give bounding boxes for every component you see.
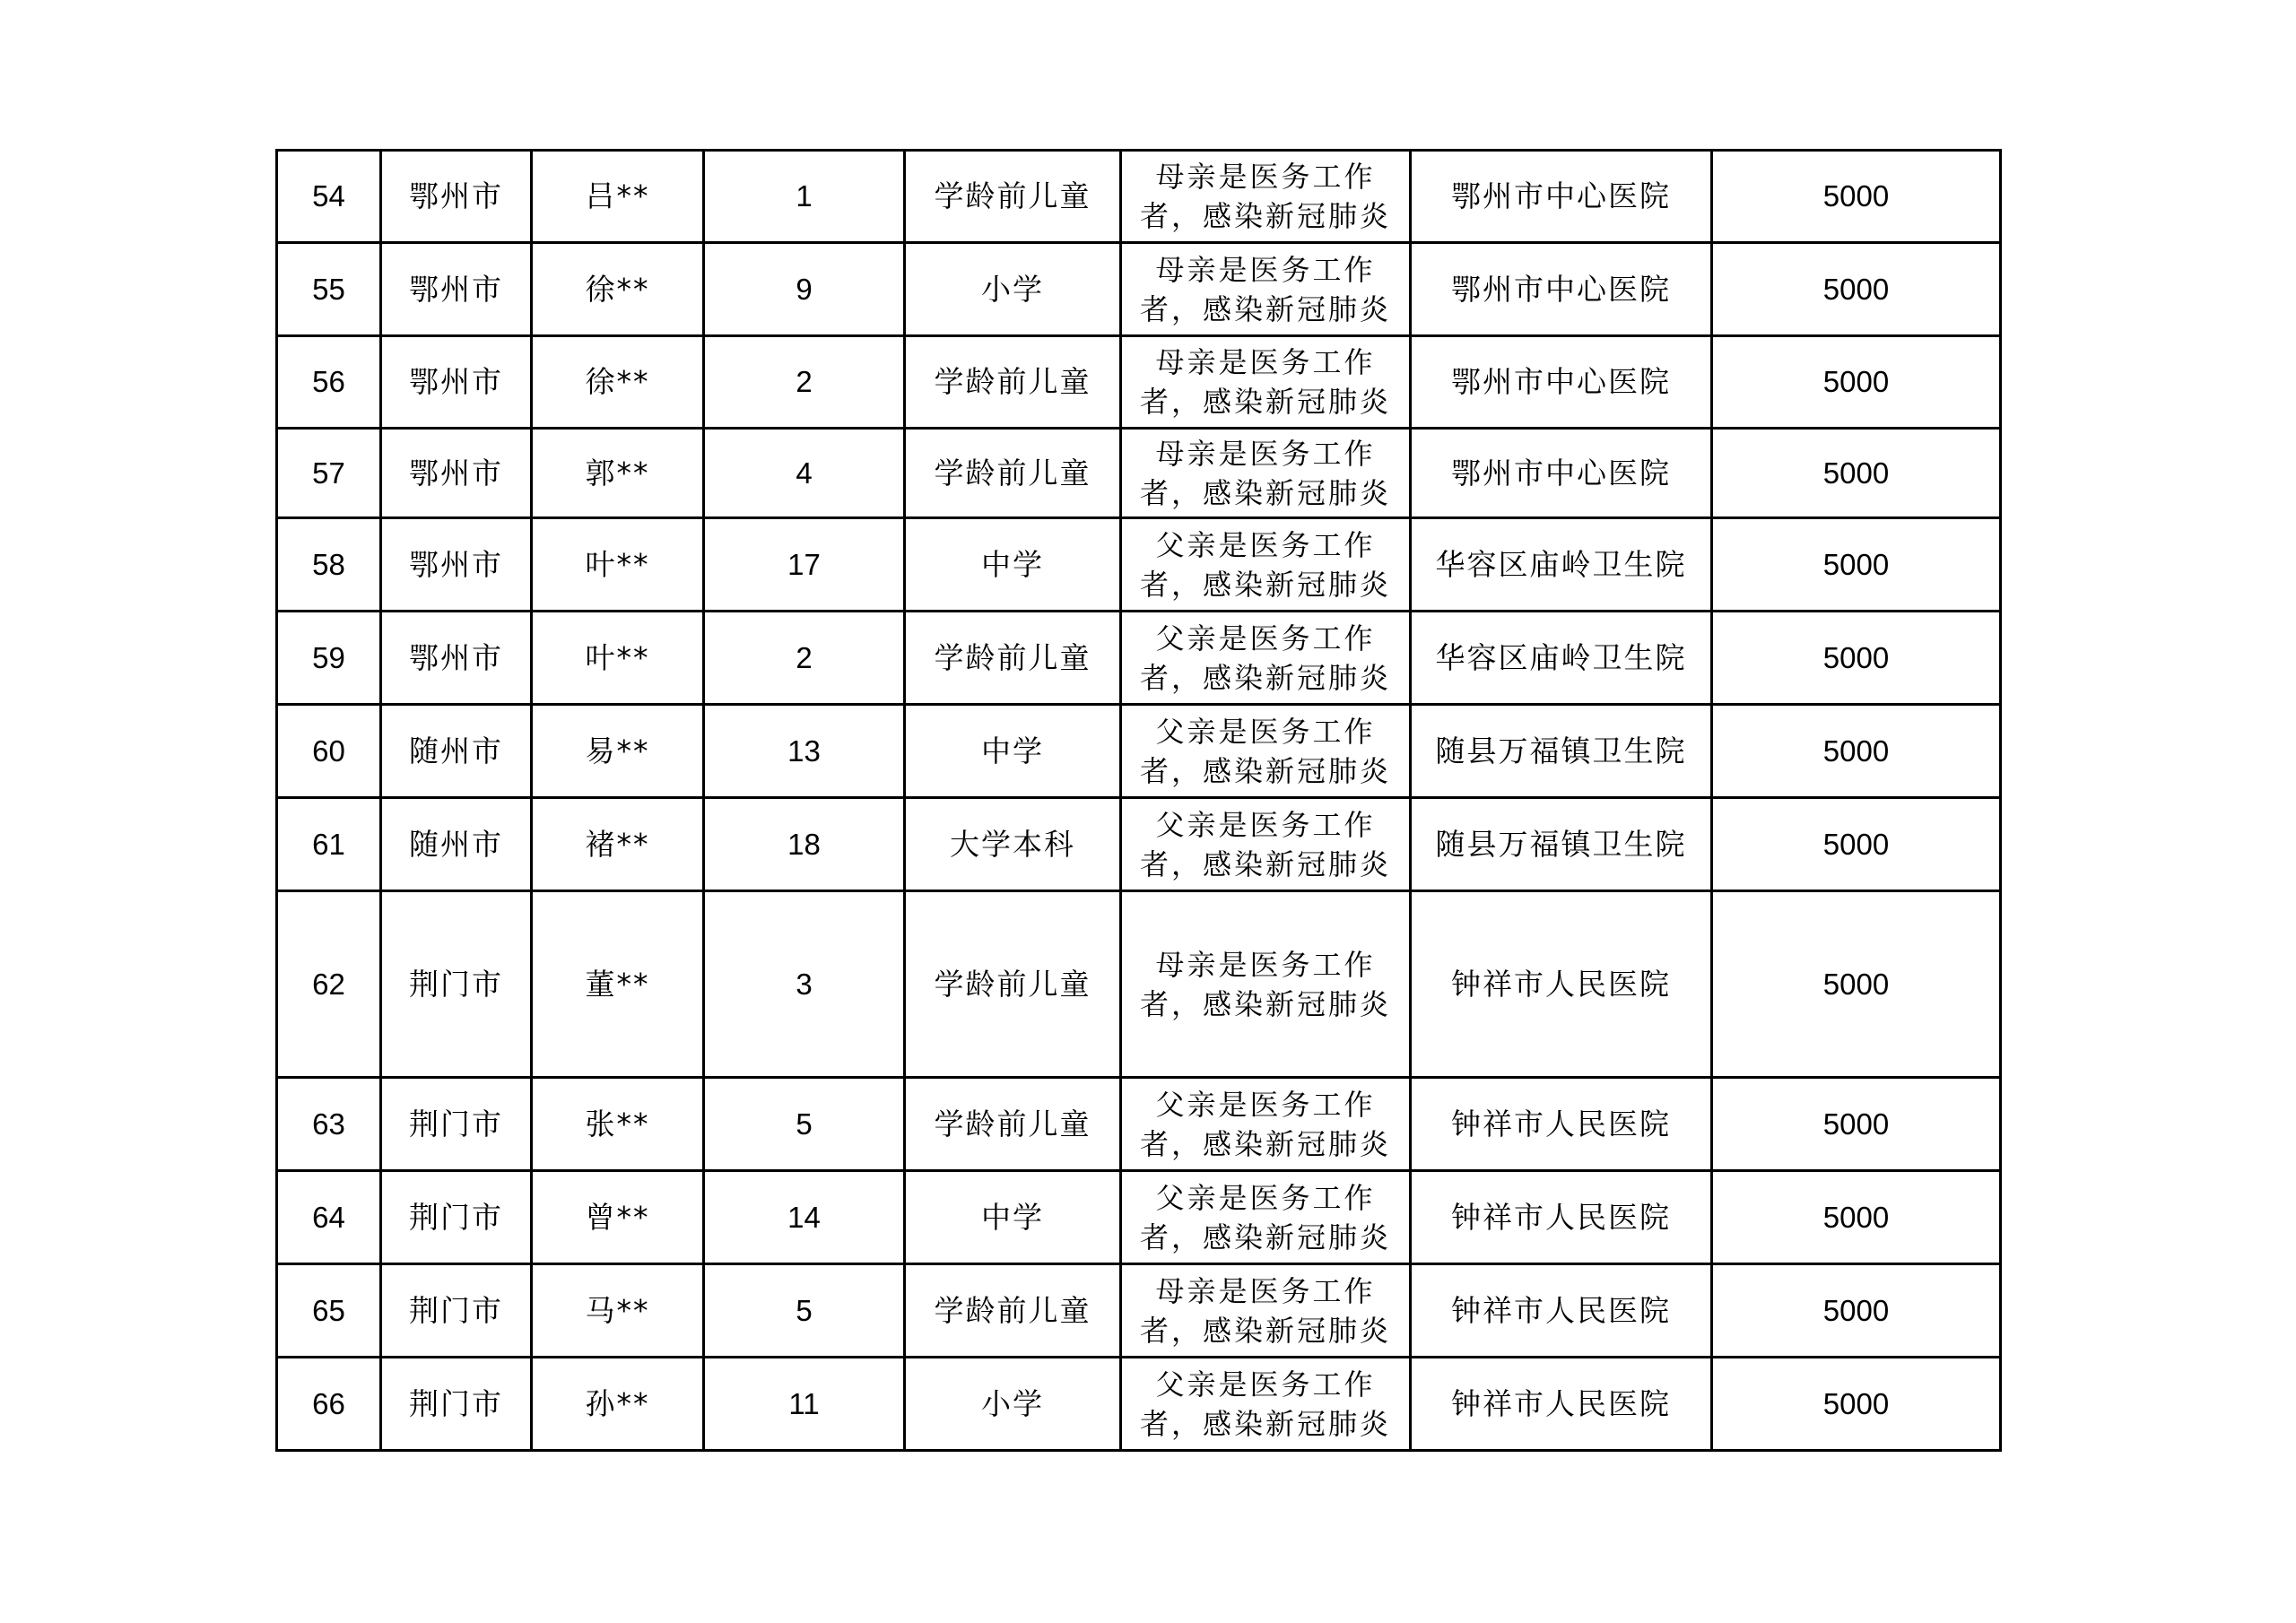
cell-reason <box>1121 243 1411 336</box>
cell-education: 学龄前儿童 <box>905 1264 1121 1358</box>
table-row <box>277 243 2001 336</box>
table-row <box>277 336 2001 429</box>
reason-line-1: 父亲是医务工作 <box>1155 1180 1376 1215</box>
cell-amount: 5000 <box>1712 1358 2001 1451</box>
cell-number: 66 <box>277 1358 381 1451</box>
cell-hospital: 钟祥市人民医院 <box>1411 1264 1712 1358</box>
cell-city: 鄂州市 <box>381 336 532 429</box>
cell-age: 2 <box>704 612 905 705</box>
cell-name: 徐** <box>532 243 704 336</box>
cell-hospital: 钟祥市人民医院 <box>1411 1078 1712 1171</box>
cell-reason <box>1121 1171 1411 1264</box>
cell-age: 13 <box>704 705 905 798</box>
cell-name: 徐** <box>532 336 704 429</box>
cell-hospital: 钟祥市人民医院 <box>1411 1358 1712 1451</box>
reason-line-1: 母亲是医务工作 <box>1155 436 1376 471</box>
cell-amount: 5000 <box>1712 612 2001 705</box>
cell-city: 鄂州市 <box>381 151 532 243</box>
cell-hospital: 鄂州市中心医院 <box>1411 429 1712 518</box>
cell-hospital: 鄂州市中心医院 <box>1411 336 1712 429</box>
cell-amount: 5000 <box>1712 705 2001 798</box>
cell-city: 鄂州市 <box>381 243 532 336</box>
reason-line-1: 父亲是医务工作 <box>1155 1087 1376 1122</box>
table-row <box>277 429 2001 518</box>
cell-education: 学龄前儿童 <box>905 429 1121 518</box>
cell-hospital: 钟祥市人民医院 <box>1411 1171 1712 1264</box>
cell-city: 荆门市 <box>381 1171 532 1264</box>
cell-amount: 5000 <box>1712 891 2001 1078</box>
cell-amount: 5000 <box>1712 336 2001 429</box>
cell-hospital: 随县万福镇卫生院 <box>1411 705 1712 798</box>
cell-education: 学龄前儿童 <box>905 336 1121 429</box>
cell-reason <box>1121 1264 1411 1358</box>
table-row <box>277 798 2001 891</box>
reason-line-2: 者，感染新冠肺炎 <box>1139 846 1391 881</box>
cell-name: 叶** <box>532 612 704 705</box>
cell-education: 中学 <box>905 705 1121 798</box>
reason-line-1: 父亲是医务工作 <box>1155 527 1376 562</box>
cell-age: 18 <box>704 798 905 891</box>
cell-name: 吕** <box>532 151 704 243</box>
cell-education: 大学本科 <box>905 798 1121 891</box>
reason-line-1: 父亲是医务工作 <box>1155 1367 1376 1402</box>
reason-line-1: 母亲是医务工作 <box>1155 345 1376 379</box>
cell-amount: 5000 <box>1712 1264 2001 1358</box>
table-row <box>277 1078 2001 1171</box>
cell-city: 鄂州市 <box>381 518 532 612</box>
reason-line-2: 者，感染新冠肺炎 <box>1139 753 1391 788</box>
reason-line-2: 者，感染新冠肺炎 <box>1139 291 1391 326</box>
table-row <box>277 1358 2001 1451</box>
cell-education: 中学 <box>905 518 1121 612</box>
cell-age: 5 <box>704 1078 905 1171</box>
cell-number: 55 <box>277 243 381 336</box>
cell-number: 54 <box>277 151 381 243</box>
cell-reason <box>1121 429 1411 518</box>
reason-line-1: 母亲是医务工作 <box>1155 1273 1376 1308</box>
cell-reason <box>1121 612 1411 705</box>
reason-line-2: 者，感染新冠肺炎 <box>1139 1219 1391 1254</box>
cell-age: 4 <box>704 429 905 518</box>
cell-city: 荆门市 <box>381 1264 532 1358</box>
cell-age: 1 <box>704 151 905 243</box>
cell-education: 学龄前儿童 <box>905 151 1121 243</box>
beneficiary-table <box>275 149 2002 1452</box>
table-row <box>277 891 2001 1078</box>
cell-number: 65 <box>277 1264 381 1358</box>
cell-amount: 5000 <box>1712 1171 2001 1264</box>
cell-name: 张** <box>532 1078 704 1171</box>
cell-number: 60 <box>277 705 381 798</box>
cell-education: 学龄前儿童 <box>905 1078 1121 1171</box>
cell-name: 马** <box>532 1264 704 1358</box>
cell-number: 64 <box>277 1171 381 1264</box>
reason-line-2: 者，感染新冠肺炎 <box>1139 660 1391 695</box>
cell-education: 中学 <box>905 1171 1121 1264</box>
cell-amount: 5000 <box>1712 243 2001 336</box>
cell-amount: 5000 <box>1712 1078 2001 1171</box>
reason-line-2: 者，感染新冠肺炎 <box>1139 475 1391 510</box>
cell-hospital: 华容区庙岭卫生院 <box>1411 518 1712 612</box>
cell-reason <box>1121 891 1411 1078</box>
cell-name: 孙** <box>532 1358 704 1451</box>
cell-education: 小学 <box>905 243 1121 336</box>
reason-line-2: 者，感染新冠肺炎 <box>1139 199 1391 233</box>
reason-line-2: 者，感染新冠肺炎 <box>1139 1406 1391 1441</box>
cell-name: 董** <box>532 891 704 1078</box>
cell-education: 小学 <box>905 1358 1121 1451</box>
cell-name: 易** <box>532 705 704 798</box>
cell-city: 鄂州市 <box>381 612 532 705</box>
cell-city: 荆门市 <box>381 1358 532 1451</box>
table-row <box>277 518 2001 612</box>
reason-line-1: 父亲是医务工作 <box>1155 807 1376 842</box>
cell-number: 56 <box>277 336 381 429</box>
cell-number: 57 <box>277 429 381 518</box>
cell-city: 随州市 <box>381 705 532 798</box>
cell-reason <box>1121 336 1411 429</box>
reason-line-1: 父亲是医务工作 <box>1155 714 1376 749</box>
cell-number: 63 <box>277 1078 381 1171</box>
cell-amount: 5000 <box>1712 798 2001 891</box>
cell-hospital: 鄂州市中心医院 <box>1411 243 1712 336</box>
cell-city: 随州市 <box>381 798 532 891</box>
cell-hospital: 钟祥市人民医院 <box>1411 891 1712 1078</box>
table-row <box>277 705 2001 798</box>
cell-name: 郭** <box>532 429 704 518</box>
table-row <box>277 1171 2001 1264</box>
cell-number: 61 <box>277 798 381 891</box>
cell-reason <box>1121 798 1411 891</box>
cell-amount: 5000 <box>1712 429 2001 518</box>
reason-line-2: 者，感染新冠肺炎 <box>1139 1126 1391 1161</box>
cell-amount: 5000 <box>1712 151 2001 243</box>
cell-city: 荆门市 <box>381 1078 532 1171</box>
reason-line-2: 者，感染新冠肺炎 <box>1139 385 1391 419</box>
cell-age: 9 <box>704 243 905 336</box>
cell-amount: 5000 <box>1712 518 2001 612</box>
reason-line-1: 父亲是医务工作 <box>1155 621 1376 655</box>
cell-reason <box>1121 1358 1411 1451</box>
cell-reason <box>1121 705 1411 798</box>
reason-line-1: 母亲是医务工作 <box>1155 160 1376 194</box>
reason-line-2: 者，感染新冠肺炎 <box>1139 986 1391 1021</box>
cell-age: 3 <box>704 891 905 1078</box>
table-row <box>277 612 2001 705</box>
cell-name: 曾** <box>532 1171 704 1264</box>
cell-city: 鄂州市 <box>381 429 532 518</box>
cell-number: 62 <box>277 891 381 1078</box>
table-body <box>277 151 2001 1451</box>
cell-name: 叶** <box>532 518 704 612</box>
cell-city: 荆门市 <box>381 891 532 1078</box>
cell-education: 学龄前儿童 <box>905 891 1121 1078</box>
cell-age: 17 <box>704 518 905 612</box>
cell-number: 59 <box>277 612 381 705</box>
cell-age: 2 <box>704 336 905 429</box>
reason-line-1: 母亲是医务工作 <box>1155 252 1376 287</box>
cell-reason <box>1121 151 1411 243</box>
cell-reason <box>1121 518 1411 612</box>
cell-hospital: 华容区庙岭卫生院 <box>1411 612 1712 705</box>
cell-age: 14 <box>704 1171 905 1264</box>
cell-hospital: 鄂州市中心医院 <box>1411 151 1712 243</box>
cell-name: 褚** <box>532 798 704 891</box>
reason-line-2: 者，感染新冠肺炎 <box>1139 1313 1391 1348</box>
reason-line-1: 母亲是医务工作 <box>1155 947 1376 982</box>
cell-hospital: 随县万福镇卫生院 <box>1411 798 1712 891</box>
table-row <box>277 151 2001 243</box>
cell-education: 学龄前儿童 <box>905 612 1121 705</box>
cell-number: 58 <box>277 518 381 612</box>
cell-age: 11 <box>704 1358 905 1451</box>
table-row <box>277 1264 2001 1358</box>
reason-line-2: 者，感染新冠肺炎 <box>1139 567 1391 602</box>
cell-age: 5 <box>704 1264 905 1358</box>
cell-reason <box>1121 1078 1411 1171</box>
